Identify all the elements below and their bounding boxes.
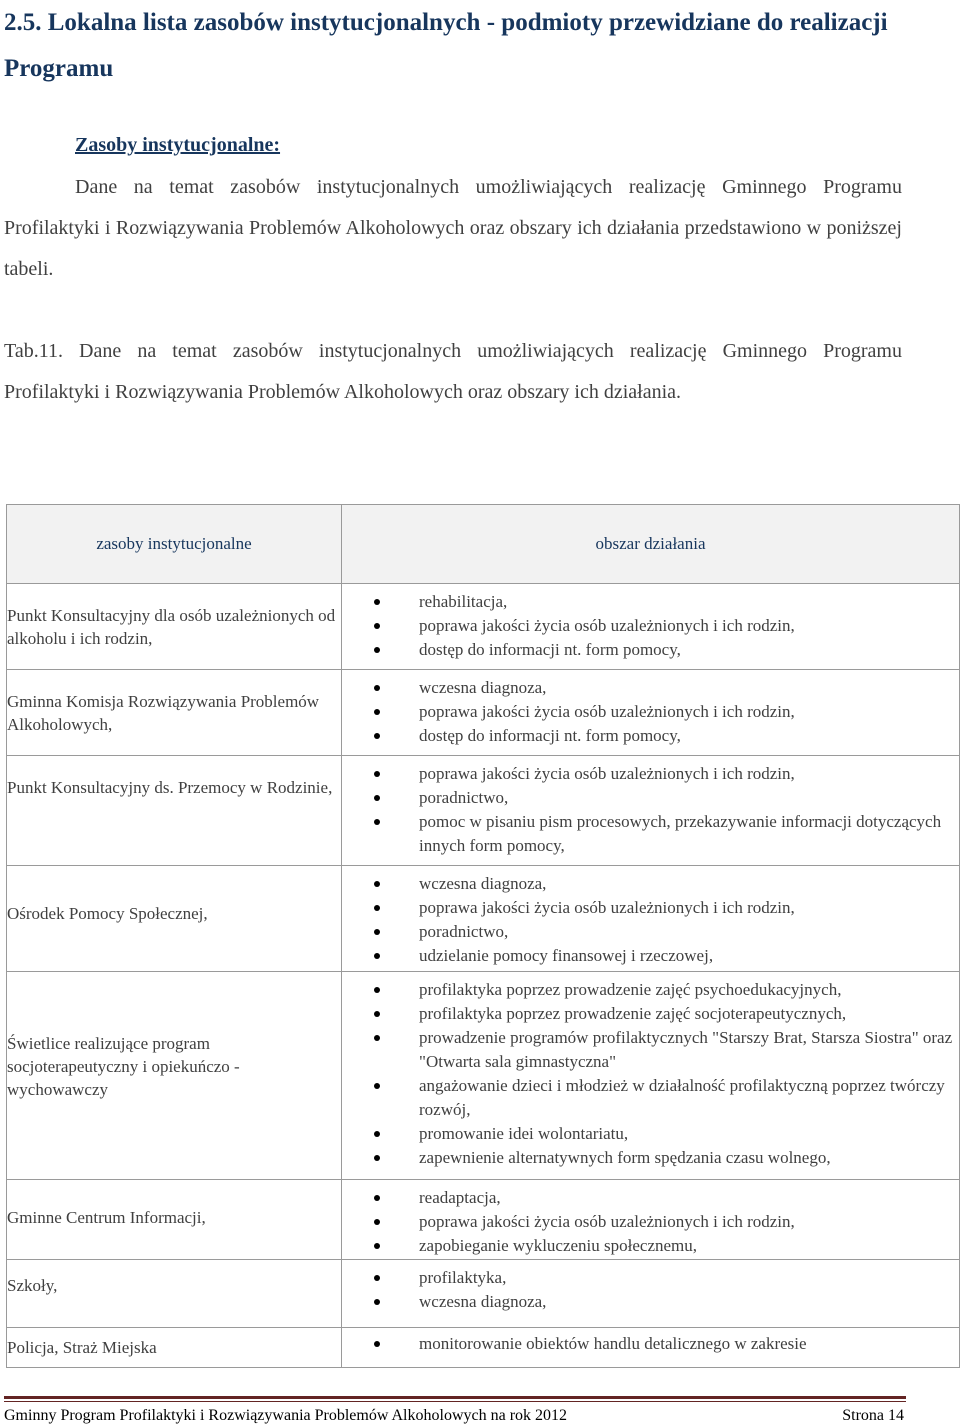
area-cell (342, 866, 960, 972)
area-cell (342, 756, 960, 866)
area-list-item (342, 1026, 955, 1074)
area-text: wczesna diagnoza, (419, 678, 547, 697)
bullet-icon (374, 771, 380, 777)
bullet-icon (374, 733, 380, 739)
area-list-item (342, 676, 955, 700)
resource-name: Punkt Konsultacyjny ds. Przemocy w Rodzinie, (7, 778, 333, 797)
area-cell (342, 1328, 960, 1368)
area-text: poradnictwo, (419, 788, 509, 807)
area-list-item (342, 614, 955, 638)
area-list-item (342, 1146, 955, 1170)
table-body (7, 584, 960, 1368)
area-list-item (342, 1122, 955, 1146)
area-list-item (342, 978, 955, 1002)
area-list (342, 1332, 959, 1356)
area-list (342, 1266, 959, 1314)
area-list (342, 590, 959, 662)
area-list-item (342, 700, 955, 724)
area-text: poprawa jakości życia osób uzależnionych i ich rodzin, (419, 898, 795, 917)
area-cell (342, 1180, 960, 1260)
resource-cell (7, 866, 342, 972)
resources-table (6, 504, 960, 1368)
bullet-icon (374, 685, 380, 691)
bullet-icon (374, 905, 380, 911)
area-text: poprawa jakości życia osób uzależnionych i ich rodzin, (419, 764, 795, 783)
area-text: wczesna diagnoza, (419, 874, 547, 893)
area-cell (342, 584, 960, 670)
bullet-icon (374, 709, 380, 715)
table-caption: Tab.11. Dane na temat zasobów instytucjonalnych umożliwiających realizację Gminnego Programu Profilaktyki i Rozwiązywania Problemów Alkoholowych oraz obszary ich działania. (4, 340, 902, 403)
area-text: zapobieganie wykluczeniu społecznemu, (419, 1236, 698, 1255)
bullet-icon (374, 929, 380, 935)
area-text: poprawa jakości życia osób uzależnionych i ich rodzin, (419, 702, 795, 721)
area-list (342, 676, 959, 748)
area-text: dostęp do informacji nt. form pomocy, (419, 726, 681, 745)
area-text: prowadzenie programów profilaktycznych "Starszy Brat, Starsza Siostra" oraz "Otwarta sala gimnastyczna" (419, 1028, 953, 1071)
resource-name: Gminna Komisja Rozwiązywania Problemów Alkoholowych, (7, 692, 320, 734)
resource-cell (7, 670, 342, 756)
bullet-icon (374, 1299, 380, 1305)
area-text: monitorowanie obiektów handlu detalicznego w zakresie (419, 1334, 807, 1353)
bullet-icon (374, 1275, 380, 1281)
footer-divider-thin (4, 1401, 906, 1402)
area-list-item (342, 1210, 955, 1234)
bullet-icon (374, 1011, 380, 1017)
area-text: profilaktyka poprzez prowadzenie zajęć psychoedukacyjnych, (419, 980, 842, 999)
area-list-item (342, 872, 955, 896)
table-row (7, 866, 960, 972)
subsection-label: Zasoby instytucjonalne: (75, 134, 281, 156)
area-cell (342, 1260, 960, 1328)
footer-divider (4, 1396, 906, 1399)
area-text: dostęp do informacji nt. form pomocy, (419, 640, 681, 659)
resource-name: Ośrodek Pomocy Społecznej, (7, 904, 208, 923)
area-list (342, 762, 959, 858)
intro-text: Dane na temat zasobów instytucjonalnych umożliwiających realizację Gminnego Programu Profilaktyki i Rozwiązywania Problemów Alkoholowych oraz obszary ich działania przedstawiono w poniższej tabeli. (4, 176, 902, 280)
area-list-item (342, 1290, 955, 1314)
area-list-item (342, 1234, 955, 1258)
table-row (7, 1260, 960, 1328)
area-list-item (342, 1186, 955, 1210)
area-list-item (342, 1332, 955, 1356)
area-list-item (342, 724, 955, 748)
area-list-item (342, 786, 955, 810)
resource-name: Szkoły, (7, 1276, 58, 1295)
bullet-icon (374, 1341, 380, 1347)
footer-title: Gminny Program Profilaktyki i Rozwiązywania Problemów Alkoholowych na rok 2012 (4, 1407, 568, 1424)
bullet-icon (374, 881, 380, 887)
area-list-item (342, 896, 955, 920)
bullet-icon (374, 953, 380, 959)
bullet-icon (374, 623, 380, 629)
area-text: udzielanie pomocy finansowej i rzeczowej, (419, 946, 714, 965)
resource-cell (7, 1260, 342, 1328)
table-row (7, 584, 960, 670)
area-list (342, 1186, 959, 1258)
bullet-icon (374, 795, 380, 801)
table-row (7, 1328, 960, 1368)
bullet-icon (374, 1083, 380, 1089)
resource-name: Gminne Centrum Informacji, (7, 1208, 206, 1227)
area-text: poradnictwo, (419, 922, 509, 941)
area-list-item (342, 920, 955, 944)
header-area: obszar działania (342, 505, 960, 584)
bullet-icon (374, 1195, 380, 1201)
table-row (7, 670, 960, 756)
table-header-row (7, 505, 960, 584)
area-list-item (342, 944, 955, 968)
area-list (342, 978, 959, 1170)
footer-page-number: Strona 14 (842, 1407, 904, 1424)
area-list-item (342, 1002, 955, 1026)
resource-cell (7, 756, 342, 866)
area-cell (342, 972, 960, 1180)
bullet-icon (374, 599, 380, 605)
bullet-icon (374, 1243, 380, 1249)
bullet-icon (374, 647, 380, 653)
intro-paragraph (4, 167, 902, 290)
area-list (342, 872, 959, 968)
area-text: readaptacja, (419, 1188, 501, 1207)
area-list-item (342, 762, 955, 786)
area-text: profilaktyka poprzez prowadzenie zajęć socjoterapeutycznych, (419, 1004, 847, 1023)
bullet-icon (374, 1155, 380, 1161)
section-heading: 2.5. Lokalna lista zasobów instytucjonalnych - podmioty przewidziane do realizacji Programu (4, 9, 888, 82)
area-text: promowanie idei wolontariatu, (419, 1124, 629, 1143)
bullet-icon (374, 1219, 380, 1225)
bullet-icon (374, 1035, 380, 1041)
table-row (7, 1180, 960, 1260)
area-list-item (342, 1074, 955, 1122)
area-list-item (342, 638, 955, 662)
resource-name: Policja, Straż Miejska (7, 1338, 157, 1357)
area-text: poprawa jakości życia osób uzależnionych i ich rodzin, (419, 1212, 795, 1231)
area-text: profilaktyka, (419, 1268, 507, 1287)
resource-cell (7, 1180, 342, 1260)
area-text: angażowanie dzieci i młodzież w działalność profilaktyczną poprzez twórczy rozwój, (419, 1076, 945, 1119)
resource-name: Świetlice realizujące program socjoterapeutyczny i opiekuńczo - wychowawczy (7, 1034, 240, 1099)
resource-cell (7, 1328, 342, 1368)
resource-cell (7, 584, 342, 670)
table-row (7, 972, 960, 1180)
bullet-icon (374, 819, 380, 825)
area-text: zapewnienie alternatywnych form spędzania czasu wolnego, (419, 1148, 831, 1167)
area-list-item (342, 1266, 955, 1290)
area-text: poprawa jakości życia osób uzależnionych i ich rodzin, (419, 616, 795, 635)
bullet-icon (374, 1131, 380, 1137)
area-text: rehabilitacja, (419, 592, 508, 611)
resource-cell (7, 972, 342, 1180)
area-text: pomoc w pisaniu pism procesowych, przekazywanie informacji dotyczących innych form pomocy, (419, 812, 942, 855)
table-row (7, 756, 960, 866)
area-list-item (342, 810, 955, 858)
header-resources: zasoby instytucjonalne (7, 505, 342, 584)
area-text: wczesna diagnoza, (419, 1292, 547, 1311)
area-list-item (342, 590, 955, 614)
area-cell (342, 670, 960, 756)
bullet-icon (374, 987, 380, 993)
resource-name: Punkt Konsultacyjny dla osób uzależnionych od alkoholu i ich rodzin, (7, 606, 336, 648)
